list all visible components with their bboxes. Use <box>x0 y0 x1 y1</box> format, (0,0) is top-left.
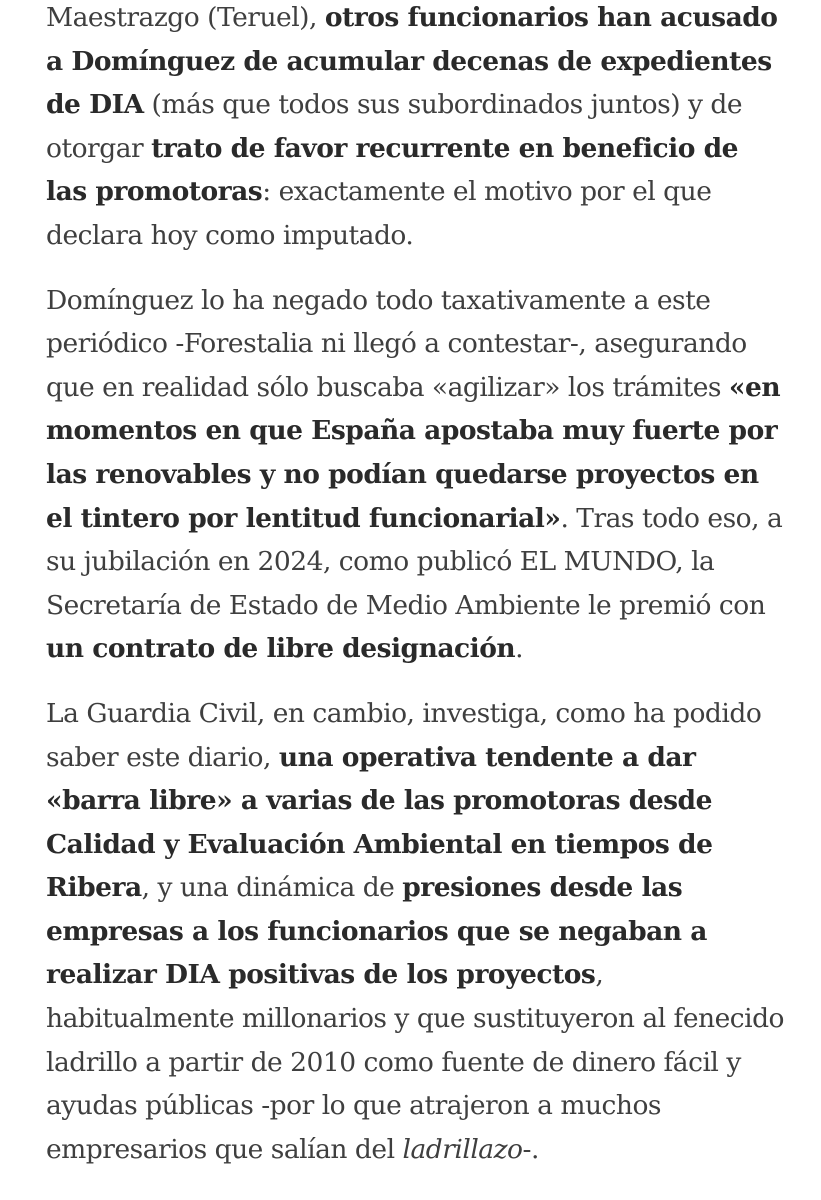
text-segment: , y una dinámica de <box>141 872 403 904</box>
bold-segment: presiones desde las empresas a los funcionarios que se negaban a realizar DIA positivas de los proyectos <box>46 872 707 991</box>
bold-quote-segment: «en momentos en que España apostaba muy fuerte por las renovables y no podían quedarse proyectos en el tintero por lentitud funcionarial» <box>46 371 781 534</box>
text-segment: -. <box>522 1133 539 1165</box>
text-segment: (más que todos sus subordinados juntos) y de otorgar <box>46 89 743 164</box>
paragraph-1 <box>46 0 786 258</box>
text-segment: , habitualmente millonarios y que sustituyeron al fenecido ladrillo a partir de 2010 como fuente de dinero fácil y ayudas públicas -por lo que atrajeron a muchos empresarios que salían del <box>46 959 785 1165</box>
bold-segment: trato de favor recurrente en beneficio de las promotoras <box>46 132 738 208</box>
paragraph-3 <box>46 692 786 1172</box>
bold-segment: un contrato de libre designación <box>46 633 516 665</box>
article-body <box>46 0 786 1192</box>
italic-segment: ladrillazo <box>402 1133 523 1165</box>
text-segment: Maestrazgo (Teruel), <box>46 2 325 33</box>
bold-segment: una operativa tendente a dar «barra libre» a varias de las promotoras desde Calidad y Evaluación Ambiental en tiempos de Ribera <box>46 741 713 904</box>
text-segment: . Tras todo eso, a su jubilación en 2024, como publicó EL MUNDO, la Secretaría de Estado de Medio Ambiente le premió con <box>46 502 783 621</box>
text-segment: Domínguez lo ha negado todo taxativamente a este periódico -Forestalia ni llegó a contestar-, asegurando que en realidad sólo buscaba «agilizar» los trámites <box>46 284 747 403</box>
text-segment: : exactamente el motivo por el que declara hoy como imputado. <box>46 176 712 251</box>
bold-segment: otros funcionarios han acusado a Domínguez de acumular decenas de expedientes de DIA <box>46 2 778 121</box>
text-segment: . <box>515 633 524 665</box>
text-segment: La Guardia Civil, en cambio, investiga, como ha podido saber este diario, <box>46 697 762 773</box>
paragraph-2 <box>46 279 786 671</box>
